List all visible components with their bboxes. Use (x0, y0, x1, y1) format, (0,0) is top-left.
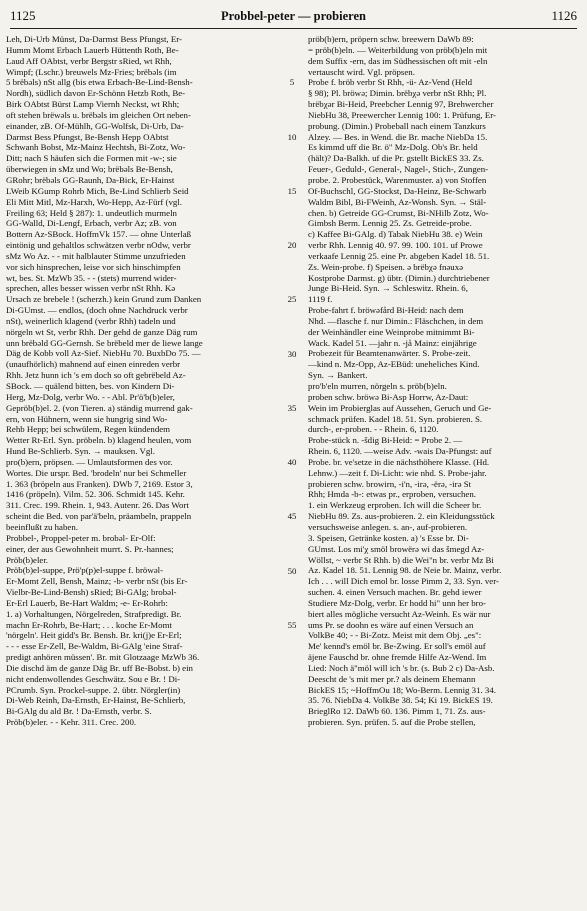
text-line: GG-Walld, Di-Lengf, Erbach, verbr Az; zB. von (6, 218, 177, 229)
text-line: Wimpf; (Lschr.) breuwels Mz-Fries; brëbəls (im (6, 66, 177, 77)
text-line: Wein im Probierglas auf Aussehen, Geruch und Ge- (308, 402, 492, 413)
text-line: 1119 f. (308, 294, 333, 305)
page-title: Probbel-peter — probieren (221, 8, 366, 23)
text-line: durch-, er-proben. - - Rhein. 6, 1120. (308, 424, 439, 435)
text-line: 'nörgeln'. Heit gidd's Br. Bensh. Br. kri(j)e Er-Erl; (6, 630, 182, 641)
text-line: sMz Wo Az. - - mit halblauter Stimme unzufrieden (6, 250, 186, 261)
line-number: 10 (287, 131, 297, 142)
text-line: nicht endenwollendes Geschwätz. Sou e Br. ! Di- (6, 673, 181, 684)
text-line: Ditt; nach S häufen sich die Formen mit -w-; sie (6, 153, 177, 164)
text-line: Freiling 63; Held § 287): 1. undeutlich murmeln (6, 207, 177, 218)
text-line: Rhh. Jetz hunn ich 's em doch so oft gebrëbeld Az- (6, 370, 186, 381)
text-line: 1416 (pröpeln). Vilm. 52. 306. Schmidt 145. Kehr. (6, 489, 185, 500)
text-line: Probbel-, Proppel-peter m. brobəl- Er-Olf: (6, 532, 156, 543)
text-line: Er-Momt Zell, Bensh, Mainz; -b- verbr nSt (bis Er- (6, 576, 188, 587)
text-line: BickES 15; ~HoffmOu 18; Wo-Berm. Lennig 31. 34. (308, 684, 496, 695)
text-line: Of-Buchschl, GG-Stockst, Da-Heinz, Be-Schwarb (308, 185, 487, 196)
text-line: brëbχər Bi-Heid, Preebcher Lennig 97, Brehwercher (308, 99, 494, 110)
text-line: PCrumb. Syn. Prockel-suppe. 2. übtr. Nörgler(in) (6, 684, 181, 695)
line-number: 20 (287, 240, 297, 251)
text-line: suchen. 4. einen Versuch machen. Br. gehd iewer (308, 587, 482, 598)
text-line: NiebHu 38, Preewercher Lennig 100: 1. Prüfung, Er- (308, 109, 496, 120)
text-line: predigt anhören müssen'. Br. mit Glotzaage MzWb 36. (6, 652, 200, 663)
text-line: Wöllst, ~ verbr St Rhh. b) die Wei"n br. verbr Mz Bi (308, 554, 494, 565)
text-line: oft stehen brëwəls u. brëbəls im gleichen Ort neben- (6, 109, 191, 120)
line-number: 35 (287, 402, 297, 413)
text-line: § 98); Pl. bröwə; Dimin. brëbχə verbr nSt Rhh; Pl. (308, 88, 487, 99)
text-line: Birk OAbtst Bürst Lamp Viernh Neckst, wt Rhh; (6, 99, 180, 110)
line-number: 45 (287, 511, 297, 522)
text-line: Hund Be-Schlierb. Syn. → mauksen. Vgl. (6, 446, 155, 457)
text-line: probe. 2. Probestück, Warenmuster. a) von Stoffen (308, 174, 487, 185)
text-line: = pröb(b)eln. — Weiterbildung von pröb(b)eln mit (308, 44, 488, 55)
text-line: GRohr; brëbəls GG-Raunh, Da-Bick, Er-Hainst (6, 174, 175, 185)
text-line: vertauscht wird. Vgl. pröpsen. (308, 66, 415, 77)
text-line: Probezeit für Beamtenanwärter. S. Probe-zeit. (308, 348, 471, 359)
text-line: sprechen, alles besser wissen verbr nSt Rhh. Kə (6, 283, 176, 294)
text-line: Nhd. —flasche f. nur Dimin.: Fläschchen, in dem (308, 315, 484, 326)
text-line: Me' kennd's emöl br. Be-Zwing. Er soll's emöl auf (308, 641, 486, 652)
text-line: probung. (Dimin.) Probeball nach einem Tanzkurs (308, 120, 486, 131)
left-column (6, 34, 272, 728)
text-line: versuchsweise anlegen. s. an-, auf-probieren. (308, 521, 468, 532)
text-line: schmack prüfen. Kadel 18. 51. Syn. probieren. S. (308, 413, 483, 424)
text-line: c) Kaffee Bi-GAlg. d) Tabak NiebHu 38. e) Wein (308, 229, 483, 240)
text-line: pröb(b)ern, pröpern schw. breewern DaWb 89: (308, 34, 474, 44)
text-line: (hält)? Da-Balkh. uf die Pr. gstellt BickES 33. Zs. (308, 153, 484, 164)
text-line: nörgeln wt St, verbr Rhh. Der gehd de ganze Däg rum (6, 326, 198, 337)
text-line: nSt), weinerlich klagend (verbr Rhh) tadeln und (6, 315, 176, 326)
text-line: Probe-fahrt f. bröwəfård Bi-Heid: nach dem (308, 305, 464, 316)
line-number: 40 (287, 457, 297, 468)
right-page-number: 1126 (551, 8, 577, 23)
text-line: Alzey. — Bes. in Wend. die Br. mache NiebDa 15. (308, 131, 488, 142)
text-line: Humm Momt Erbach Lauerb Hüttenth Roth, Be- (6, 44, 179, 55)
text-line: verbr Rhh. Lennig 40. 97. 99. 100. 101. uf Prowe (308, 240, 483, 251)
text-line: unn brëbəld GG-Gernsh. Se brëbeld mer de liewe lange (6, 337, 203, 348)
text-line: Lied: Noch ä"möl will ich 's br. (s. Bub 2 c) Da-Asb. (308, 662, 495, 673)
text-line: pro'b'eln murren, nörgeln s. pröb(b)eln. (308, 381, 447, 391)
line-number: 50 (287, 565, 297, 576)
text-line: (unaufhörlich) mahnend auf einen einreden verbr (6, 359, 181, 370)
text-line: einander, zB. Of-Mühlh, GG-Wolfsk, Di-Urb, Da- (6, 120, 184, 131)
text-line: einer, der aus Gewohnheit murrt. S. Pr.-hannes; (6, 543, 174, 554)
text-line: 35. 76. NiebDa 4. VolkBe 38. 54; Ki 19. BickES 19. (308, 695, 493, 706)
left-page-number: 1125 (10, 8, 36, 23)
text-line: machn Er-Rohrb, Be-Hart; . . . koche Er-Momt (6, 619, 172, 630)
text-line: 3. Speisen, Getränke kosten. a) 's Esse br. Di- (308, 532, 469, 543)
text-line: eintönig und gehaltlos schwätzen verbr nOdw, verbr (6, 240, 191, 251)
text-line: Däg de Kobb voll Az-Sief. NiebHu 70. BuxbDo 75. — (6, 348, 201, 359)
text-line: Deescht de 's mit mer pr.? als deinem Ehemann (308, 673, 476, 684)
text-line: 1. 363 (bröpeln aus Franken). DWb 7, 2169. Estor 3, (6, 478, 193, 489)
text-line: Zs. Wein-probe. f) Speisen. ə brëbχə fnəuxə (308, 261, 464, 272)
text-line: wt, bes. St. MzWb 35. - - (stets) murrend wider- (6, 272, 177, 283)
text-line: Pröb(b)eler. (6, 554, 48, 565)
text-line: Ursəch ze brebele ! (scherzh.) kein Grund zum Danken (6, 294, 202, 305)
text-line: Rhh; Hmda -b-: etwas pr., erproben, versuchen. (308, 489, 476, 500)
text-line: scheint die Bed. von par'ä'beln, präambeln, prappeln (6, 511, 192, 522)
text-line: 311. Crec. 199. Rhein. 1, 943. Autenr. 26. Das Wort (6, 500, 189, 511)
text-line: proben schw. bröwə Bi-Asp Horrw, Az-Daut: (308, 391, 469, 402)
text-line: Pröb(b)el-suppe, Prö'p(p)el-suppe f. bröwəl- (6, 565, 164, 576)
page-header (10, 5, 577, 27)
text-line: ern, von Hühnern, wenn sie hungrig sind Wo- (6, 413, 168, 424)
text-line: Az. Kadel 18. 51. Lennig 98. de Neie br. Mainz, verbr. (308, 565, 502, 576)
text-line: verkaafe Lennig 25. eine Pr. abgeben Kadel 18. 51. (308, 250, 490, 261)
text-line: 1. a) Vorhaltungen, Nörgelreden, Strafpredigt. Br. (6, 608, 182, 619)
line-number: 55 (287, 619, 297, 630)
text-line: Bottern Az-SBock. HoffmVk 157. — ohne Unterlaß (6, 229, 192, 240)
text-line: pro(b)ern, pröpsen. — Umlautsformen des vor. (6, 456, 173, 467)
text-line: ums Pr. se doohn es wäre auf einen Versuch an (308, 619, 474, 630)
text-line: Bi-GAlg du ald Br. ! Da-Ernsth, verbr. S. (6, 706, 152, 717)
text-line: Feuer-, Geduld-, General-, Nagel-, Stich-, Zungen- (308, 164, 489, 175)
text-line: - - - esse Er-Zell, Be-Waldm, Bi-GAlg 'eine Straf- (6, 641, 183, 652)
text-line: Vielbr-Be-Lind-Bensh) sRied; Bi-GAlg; brobəl- (6, 587, 177, 598)
text-line: vor sich hinsprechen, leise vor sich hinschimpfen (6, 261, 181, 272)
text-line: LWeib KGump Rohrb Mich, Be-Lind Schlierb Seid (6, 185, 189, 196)
text-line: probieren schw. browirn, -i'n, -irə, -ërə, -irə St (308, 478, 472, 489)
text-line: Junge Bi-Heid. Syn. → Schleswitz. Rhein. 6, (308, 283, 468, 294)
text-line: Di-GUmst. — endlos, (doch ohne Nachdruck verbr (6, 305, 188, 316)
text-line: Eli Mitt Mitl, Mz-Harxh, Wo-Hepp, Az-Fürf (vgl. (6, 196, 182, 207)
text-line: dem Suffix -ern, das im Südhessischen oft mit -eln (308, 55, 488, 66)
text-line: Leh, Di-Urb Münst, Da-Darmst Bess Pfungst, Er- (6, 34, 182, 44)
text-line: Es kimmd uff die Br. ö" Mz-Dolg. Ob's Br. held (308, 142, 478, 153)
text-line: Wortes. Die urspr. Bed. 'brodeln' nur bei Schmeller (6, 467, 187, 478)
text-line: Probe f. bröb verbr St Rhh, -ü- Az-Vend (Held (308, 77, 473, 88)
header-rule (10, 28, 577, 29)
text-line: überwiegen in sMz und Wo; brëbəls Be-Bensh, (6, 164, 173, 175)
text-line: Rehb Hepp; bei schwülem, Regen kündendem (6, 424, 171, 435)
text-line: Di-Web Reinh, Da-Ernsth, Er-Hainst, Be-Schlierb, (6, 695, 186, 706)
text-line: BrieglRo 12. DaWb 60. 136. Pimm 1, 71. Zs. aus- (308, 706, 486, 717)
line-number: 30 (287, 348, 297, 359)
text-line: Gepröb(b)el. 2. (von Tieren. a) ständig murrend gak- (6, 402, 193, 413)
text-line: Wack. Kadel 51. —jahr n. -jå Mainz: einjährige (308, 337, 477, 348)
text-line: Er-Erl Lauerb, Be-Hart Waldm; -e- Er-Rohrb: (6, 597, 168, 608)
text-line: Rhein. 6, 1120. —weise Adv. -wais Da-Pfungst: auf (308, 446, 492, 457)
text-line: Ich . . . will Dich emol br. losse Pimm 2, 33. Syn. ver- (308, 576, 499, 587)
text-line: Laud Aff OAbtst, verbr Bergstr sRied, wt Rhh, (6, 55, 172, 66)
text-line: Darmst Bess Pfungst, Be-Bensh Hepp OAbtst (6, 131, 169, 142)
right-column (308, 34, 581, 728)
text-line: Schwanh Bobst, Mz-Mainz Hechtsh, Bi-Zotz, Wo- (6, 142, 186, 153)
text-line: Probe-stück n. -šdig Bi-Heid: = Probe 2. — (308, 435, 463, 446)
text-line: beeinflußt zu haben. (6, 521, 78, 532)
text-line: Wetter Rt-Erl. Syn. pröbeln. b) klagend heulen, vom (6, 435, 192, 446)
line-number: 5 (289, 77, 295, 88)
text-line: Pröb(b)eler. - - Kehr. 311. Crec. 200. (6, 717, 137, 728)
text-line: Die dischd äm de ganze Däg Br. uff Be-Bobst. b) ein (6, 662, 193, 673)
text-line: 1. ein Werkzeug erproben. Ich will die Scheer br. (308, 500, 482, 511)
text-line: probieren. Syn. prüfen. 5. auf die Probe stellen, (308, 717, 476, 728)
text-line: der Weinhändler eine Weinprobe mitnimmt Bi- (308, 326, 475, 337)
text-line: Studiere Mz-Dolg, verbr. Er hodd hi" unn her bro- (308, 597, 486, 608)
text-line: —kind n. Mz-Opp, Az-EBüd: uneheliches Kind. (308, 359, 480, 370)
text-line: Gimbsh Berm. Lennig 25. Zs. Getreide-probe. (308, 218, 472, 229)
text-line: Syn. → Bankert. (308, 370, 368, 381)
text-line: Probe. br. ve'setze in die nächsthöhere Klasse. (Hd. (308, 456, 490, 467)
text-line: Kostprobe Darmst. g) übtr. (Dimin.) durchtriebener (308, 272, 490, 283)
text-line: NiebHu 89. Zs. aus-probieren. 2. ein Kleidungsstück (308, 511, 495, 522)
text-line: Nordh), südlich davon Er-Schönn Hetzb Roth, Be- (6, 88, 186, 99)
text-line: biert alles mögliche versucht Az-Weinh. Es wär nur (308, 608, 491, 619)
text-line: Waldm Bibl, Bi-FWeinh, Az-Wonsh. Syn. → Stäl- (308, 196, 487, 207)
text-line: VolkBe 40; - - Bi-Zotz. Meist mit dem Obj. „es": (308, 630, 482, 641)
text-line: chen. b) Getreide GG-Crumst, Bi-NHilb Zotz, Wo- (308, 207, 489, 218)
text-line: SBock. — quälend bitten, bes. von Kindern Di- (6, 381, 175, 391)
text-line: Lehnw.) —zeit f. Di-Licht: wie nhd. S. Probe-jahr. (308, 467, 487, 478)
text-line: Herg, Mz-Dolg, verbr Wo. - - Abl. Pr'ö'b(b)eler, (6, 391, 175, 402)
line-number: 15 (287, 185, 297, 196)
text-line: 5 brëbəls) nSt allg (bis etwa Erbach-Be-Lind-Bensh- (6, 77, 193, 88)
text-line: GUmst. Los mi'χ smöl browërə wi das šmegd Az- (308, 543, 485, 554)
text-line: äjene Fauschd br. ohne fremde Hilfe Az-Wend. Im (308, 652, 487, 663)
line-number: 25 (287, 294, 297, 305)
